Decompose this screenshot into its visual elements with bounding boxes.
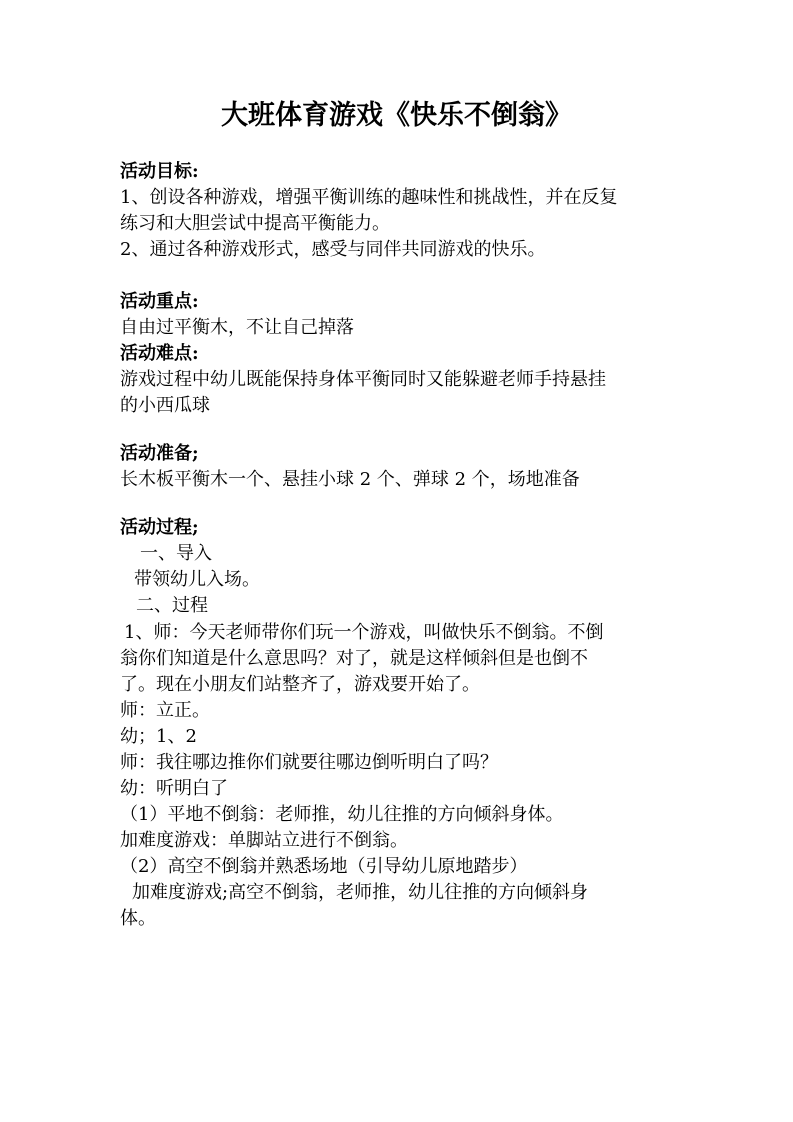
- process-line-1: 一、导入: [140, 543, 212, 564]
- process-line-13: （2）高空不倒翁并熟悉场地（引导幼儿原地踏步）: [120, 856, 528, 877]
- process-line-7: 师：立正。: [120, 700, 210, 721]
- process-line-5: 翁你们知道是什么意思吗？对了，就是这样倾斜但是也倒不: [120, 648, 588, 669]
- process-line-10: 幼：听明白了: [120, 778, 228, 799]
- difficulty-line-1: 游戏过程中幼儿既能保持身体平衡同时又能躲避老师手持悬挂: [120, 369, 606, 390]
- process-line-11: （1）平地不倒翁：老师推，幼儿往推的方向倾斜身体。: [120, 804, 564, 825]
- process-line-3: 二、过程: [136, 595, 208, 616]
- process-line-12: 加难度游戏：单脚站立进行不倒翁。: [120, 830, 408, 851]
- difficulty-heading: 活动难点:: [120, 343, 199, 364]
- document-title: 大班体育游戏《快乐不倒翁》: [221, 100, 572, 131]
- key-points-text: 自由过平衡木，不让自己掉落: [120, 317, 354, 338]
- preparation-heading: 活动准备;: [120, 443, 199, 464]
- preparation-text: 长木板平衡木一个、悬挂小球 2 个、弹球 2 个，场地准备: [120, 469, 580, 490]
- process-heading: 活动过程;: [120, 517, 199, 538]
- goal-1-line-2: 练习和大胆尝试中提高平衡能力。: [120, 213, 390, 234]
- goal-2: 2、通过各种游戏形式，感受与同伴共同游戏的快乐。: [120, 239, 546, 260]
- difficulty-line-2: 的小西瓜球: [120, 395, 210, 416]
- process-line-15: 体。: [120, 908, 156, 929]
- goals-heading: 活动目标:: [120, 161, 199, 182]
- goal-1-line-1: 1、创设各种游戏，增强平衡训练的趣味性和挑战性，并在反复: [120, 187, 618, 208]
- process-line-9: 师：我往哪边推你们就要往哪边倒听明白了吗？: [120, 752, 498, 773]
- key-points-heading: 活动重点:: [120, 291, 199, 312]
- process-line-4: 1、师：今天老师带你们玩一个游戏，叫做快乐不倒翁。不倒: [124, 622, 604, 643]
- process-line-8: 幼；1、2: [120, 726, 197, 747]
- process-line-14: 加难度游戏;高空不倒翁，老师推，幼儿往推的方向倾斜身: [132, 882, 589, 903]
- process-line-2: 带领幼儿入场。: [134, 569, 260, 590]
- process-line-6: 了。现在小朋友们站整齐了，游戏要开始了。: [120, 674, 480, 695]
